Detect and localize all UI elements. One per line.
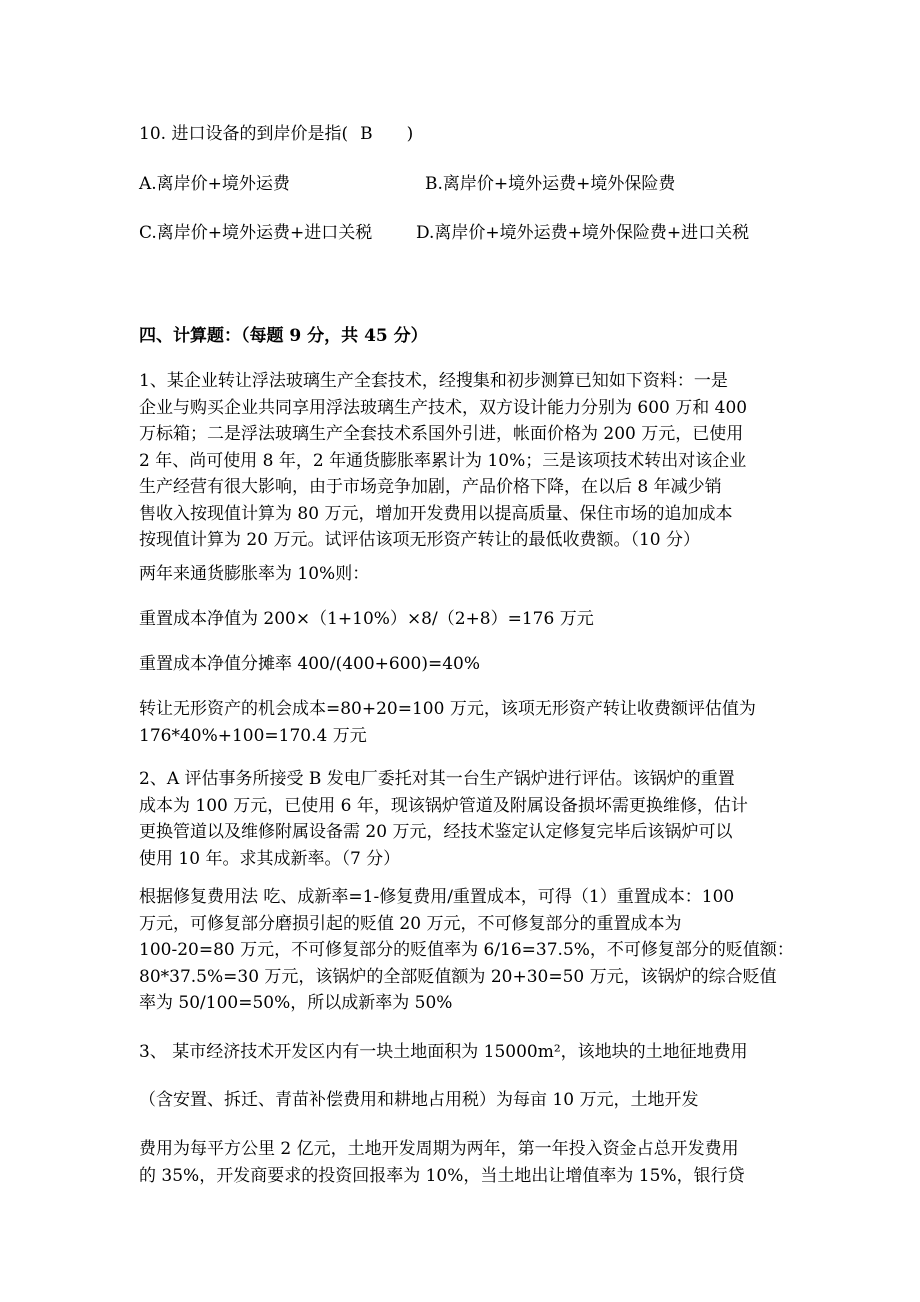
question-10-answer: B — [360, 124, 373, 144]
problem-2-line: 更换管道以及维修附属设备需 20 万元，经技术鉴定认定修复完毕后该锅炉可以 — [139, 822, 733, 842]
problem-2-line: 2、A 评估事务所接受 B 发电厂委托对其一台生产锅炉进行评估。该锅炉的重置 — [139, 769, 735, 789]
problem-3-line-3: 费用为每平方公里 2 亿元，土地开发周期为两年，第一年投入资金占总开发费用 — [139, 1139, 739, 1159]
solution-2-line: 率为 50/100=50%，所以成新率为 50% — [139, 993, 453, 1013]
problem-3-continued — [139, 1136, 789, 1189]
problem-1-line: 生产经营有很大影响，由于市场竞争加剧，产品价格下降，在以后 8 年减少销 — [139, 477, 722, 497]
option-c: C.离岸价+境外运费+进口关税 — [139, 223, 373, 243]
problem-2-line: 成本为 100 万元，已使用 6 年，现该锅炉管道及附属设备损坏需更换维修，估计 — [139, 795, 748, 816]
question-10-stem — [139, 122, 413, 146]
question-10-stem-close: ) — [406, 124, 414, 144]
problem-3-line-4: 的 35%，开发商要求的投资回报率为 10%，当土地出让增值率为 15%，银行贷 — [139, 1165, 745, 1186]
problem-1-line: 售收入按现值计算为 80 万元，增加开发费用以提高质量、保住市场的追加成本 — [139, 503, 733, 524]
section-4-heading: 四、计算题：（每题 9 分，共 45 分） — [139, 326, 428, 346]
problem-3-line-2: （含安置、拆迁、青苗补偿费用和耕地占用税）为每亩 10 万元，土地开发 — [139, 1090, 699, 1110]
option-d: D.离岸价+境外运费+境外保险费+进口关税 — [416, 223, 750, 243]
solution-1-result — [139, 696, 789, 749]
question-10-options-row-1 — [139, 172, 839, 196]
option-a: A.离岸价+境外运费 — [139, 174, 290, 194]
question-10-options-row-2 — [139, 221, 839, 245]
option-b: B.离岸价+境外运费+境外保险费 — [425, 174, 676, 194]
solution-2-line: 80*37.5%=30 万元，该锅炉的全部贬值额为 20+30=50 万元，该锅炉的综合贬值 — [139, 966, 777, 987]
solution-2-line: 根据修复费用法 吃、成新率=1-修复费用/重置成本，可得（1）重置成本：100 — [139, 887, 735, 907]
solution-2-line: 万元，可修复部分磨损引起的贬值 20 万元，不可修复部分的重置成本为 — [139, 913, 682, 934]
problem-1-line: 万标箱；二是浮法玻璃生产全套技术系国外引进，帐面价格为 200 万元，已使用 — [139, 424, 744, 444]
solution-1-inflation: 两年来通货膨胀率为 10%则： — [139, 564, 370, 584]
problem-1 — [139, 368, 789, 554]
solution-1-result-line: 转让无形资产的机会成本=80+20=100 万元，该项无形资产转让收费额评估值为 — [139, 699, 756, 719]
problem-1-line: 2 年、尚可使用 8 年，2 年通货膨胀率累计为 10%；三是该项技术转出对该企业 — [139, 450, 747, 471]
problem-2-line: 使用 10 年。求其成新率。（7 分） — [139, 848, 401, 869]
problem-1-line: 按现值计算为 20 万元。试评估该项无形资产转让的最低收费额。（10 分） — [139, 530, 700, 550]
solution-2 — [139, 884, 794, 1017]
problem-1-line: 1、某企业转让浮法玻璃生产全套技术，经搜集和初步测算已知如下资料：一是 — [139, 371, 728, 391]
problem-3-line-1: 3、 某市经济技术开发区内有一块土地面积为 15000m²，该地块的土地征地费用 — [139, 1042, 748, 1062]
question-10-stem-text: 10. 进口设备的到岸价是指( — [139, 124, 349, 144]
solution-1-net-value: 重置成本净值为 200×（1+10%）×8/（2+8）=176 万元 — [139, 609, 594, 629]
problem-1-line: 企业与购买企业共同享用浮法玻璃生产技术，双方设计能力分别为 600 万和 400 — [139, 397, 748, 418]
solution-1-result-line: 176*40%+100=170.4 万元 — [139, 725, 367, 746]
solution-1-share-rate: 重置成本净值分摊率 400/(400+600)=40% — [139, 654, 481, 674]
problem-2 — [139, 766, 789, 872]
solution-2-line: 100-20=80 万元，不可修复部分的贬值率为 6/16=37.5%，不可修复部分的贬值额： — [139, 940, 794, 960]
